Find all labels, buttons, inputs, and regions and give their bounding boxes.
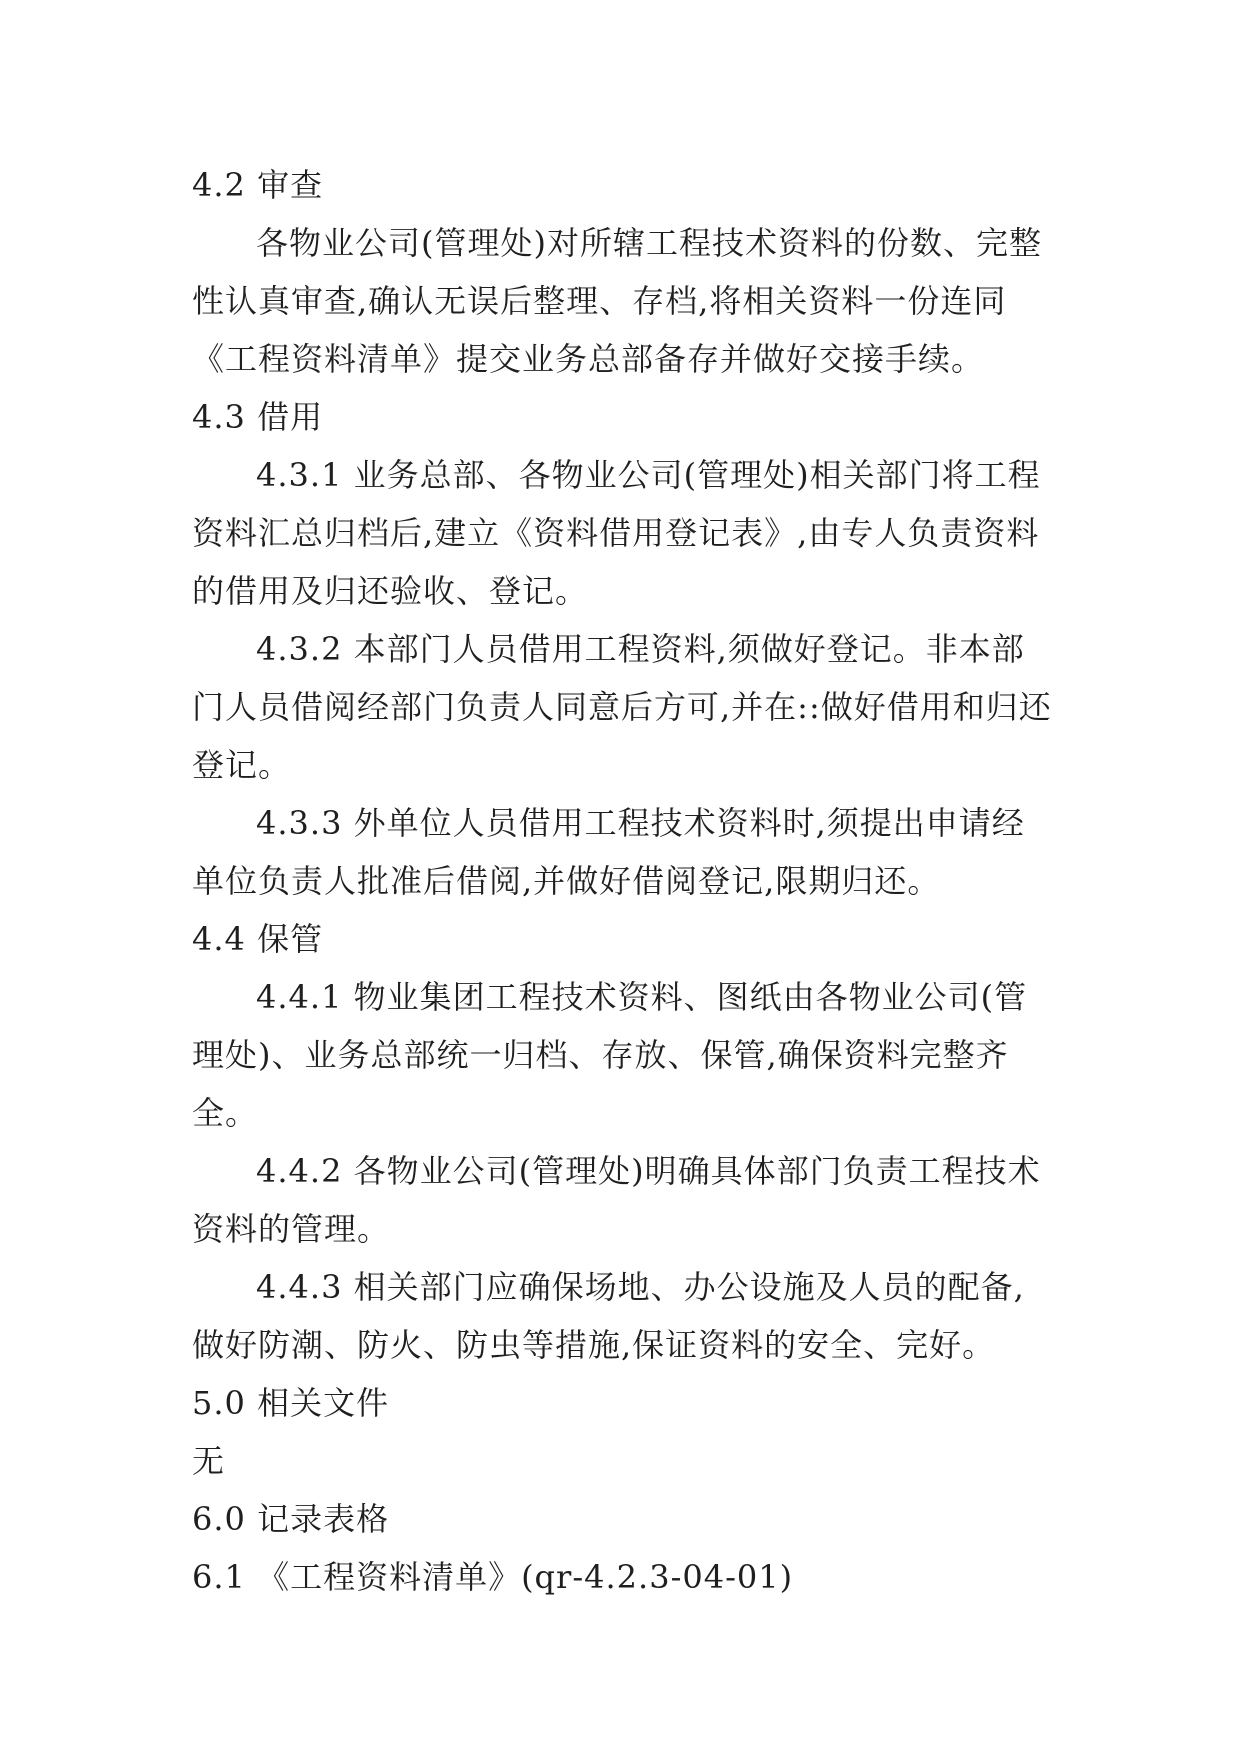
paragraph-4-4-2: 4.4.2 各物业公司(管理处)明确具体部门负责工程技术资料的管理。: [192, 1152, 1041, 1248]
paragraph-4-2: 各物业公司(管理处)对所辖工程技术资料的份数、完整性认真审查,确认无误后整理、存档,将相关资料一份连同《工程资料清单》提交业务总部备存并做好交接手续。: [192, 224, 1042, 378]
paragraph-5-0: 无: [192, 1442, 226, 1480]
document-body: [192, 156, 1052, 1606]
paragraph-4-3-2: 4.3.2 本部门人员借用工程资料,须做好登记。非本部门人员借阅经部门负责人同意后方可,并在::做好借用和归还登记。: [192, 630, 1052, 784]
section-heading-6-0: 6.0 记录表格: [192, 1500, 390, 1538]
section-heading-4-3: 4.3 借用: [192, 398, 324, 436]
paragraph-4-4-1: 4.4.1 物业集团工程技术资料、图纸由各物业公司(管理处)、业务总部统一归档、存放、保管,确保资料完整齐全。: [192, 978, 1028, 1132]
paragraph-4-3-3: 4.3.3 外单位人员借用工程技术资料时,须提出申请经单位负责人批准后借阅,并做好借阅登记,限期归还。: [192, 804, 1025, 900]
section-heading-4-2: 4.2 审查: [192, 166, 324, 204]
section-heading-5-0: 5.0 相关文件: [192, 1384, 390, 1422]
paragraph-6-1: 6.1 《工程资料清单》(qr-4.2.3-04-01): [192, 1558, 794, 1596]
section-heading-4-4: 4.4 保管: [192, 920, 324, 958]
paragraph-4-4-3: 4.4.3 相关部门应确保场地、办公设施及人员的配备,做好防潮、防火、防虫等措施,保证资料的安全、完好。: [192, 1268, 1025, 1364]
paragraph-4-3-1: 4.3.1 业务总部、各物业公司(管理处)相关部门将工程资料汇总归档后,建立《资料借用登记表》,由专人负责资料的借用及归还验收、登记。: [192, 456, 1041, 610]
